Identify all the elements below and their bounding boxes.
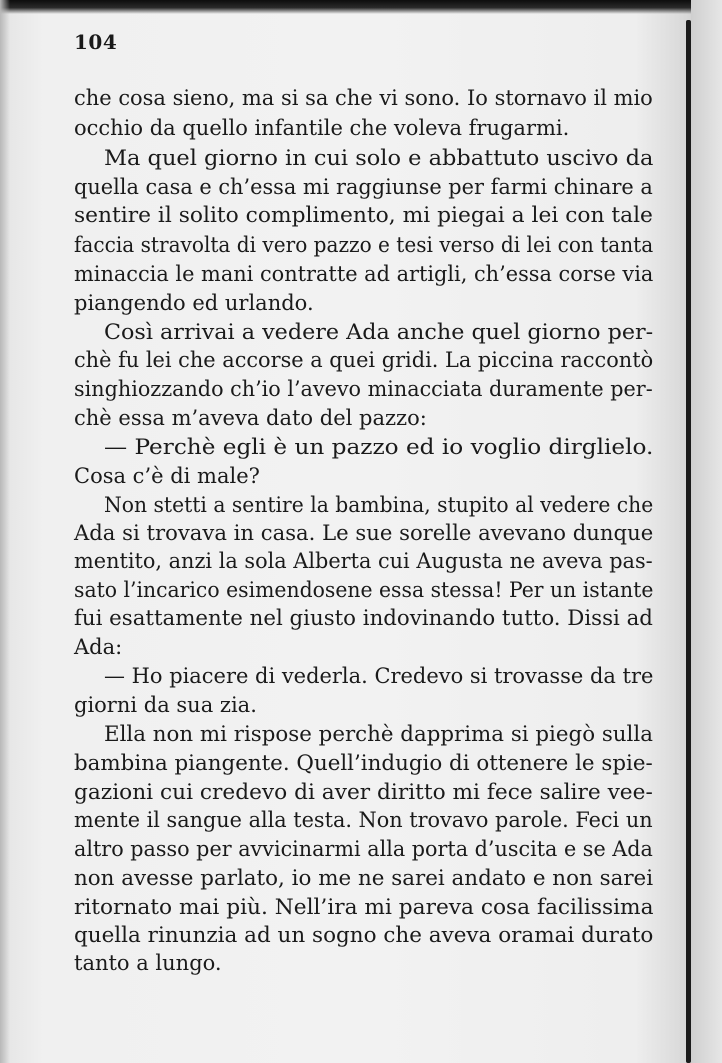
text-line: non avesse parlato, io me ne sarei andato e non sarei bbox=[74, 866, 654, 890]
text-line: Ada: bbox=[74, 635, 123, 659]
text-line: giorni da sua zia. bbox=[74, 693, 257, 717]
scan-left-edge bbox=[0, 0, 10, 1063]
scan-top-shadow bbox=[0, 0, 722, 14]
text-line: Così arrivai a vedere Ada anche quel giorno per- bbox=[104, 320, 654, 344]
text-line: singhiozzando ch’io l’avevo minacciata duramente per- bbox=[74, 377, 653, 401]
text-line: chè fu lei che accorse a quei gridi. La piccina raccontò bbox=[74, 348, 654, 372]
text-line: Cosa c’è di male? bbox=[74, 464, 260, 488]
text-line: mentito, anzi la sola Alberta cui Augusta ne aveva pas- bbox=[74, 549, 653, 573]
text-line: Non stetti a sentire la bambina, stupito al vedere che bbox=[104, 493, 654, 517]
text-line: quella casa e ch’essa mi raggiunse per farmi chinare a bbox=[74, 175, 653, 199]
text-line: ritornato mai più. Nell’ira mi pareva cosa facilissima bbox=[74, 895, 654, 919]
text-line: — Ho piacere di vederla. Credevo si trovasse da tre bbox=[104, 664, 654, 688]
text-line: piangendo ed urlando. bbox=[74, 291, 314, 315]
scan-right-margin bbox=[691, 0, 722, 1063]
text-line: chè essa m’aveva dato del pazzo: bbox=[74, 406, 427, 430]
text-line: sentire il solito complimento, mi piegai a lei con tale bbox=[74, 203, 653, 227]
text-line: altro passo per avvicinarmi alla porta d’uscita e se Ada bbox=[74, 837, 653, 861]
text-line: minaccia le mani contratte ad artigli, ch’essa corse via bbox=[74, 262, 654, 286]
text-line: sato l’incarico esimendosene essa stessa! Per un istante bbox=[74, 578, 654, 602]
text-line: — Perchè egli è un pazzo ed io voglio dirglielo. bbox=[104, 435, 654, 459]
text-line: quella rinunzia ad un sogno che aveva oramai durato bbox=[74, 923, 654, 947]
book-spine-line bbox=[686, 20, 691, 1063]
text-line: tanto a lungo. bbox=[74, 951, 222, 975]
text-line: mente il sangue alla testa. Non trovavo parole. Feci un bbox=[74, 808, 653, 832]
text-line: bambina piangente. Quell’indugio di ottenere le spie- bbox=[74, 751, 653, 775]
text-line: Ella non mi rispose perchè dapprima si piegò sulla bbox=[104, 722, 653, 746]
text-line: occhio da quello infantile che voleva frugarmi. bbox=[74, 116, 570, 140]
text-line: fui esattamente nel giusto indovinando tutto. Dissi ad bbox=[74, 606, 653, 630]
page-number: 104 bbox=[74, 30, 118, 54]
text-line: gazioni cui credevo di aver diritto mi fece salire vee- bbox=[74, 780, 653, 804]
text-line: Ma quel giorno in cui solo e abbattuto uscivo da bbox=[104, 146, 654, 170]
text-line: che cosa sieno, ma si sa che vi sono. Io stornavo il mio bbox=[74, 86, 653, 110]
text-line: faccia stravolta di vero pazzo e tesi verso di lei con tanta bbox=[74, 233, 654, 257]
text-line: Ada si trovava in casa. Le sue sorelle avevano dunque bbox=[74, 521, 654, 545]
